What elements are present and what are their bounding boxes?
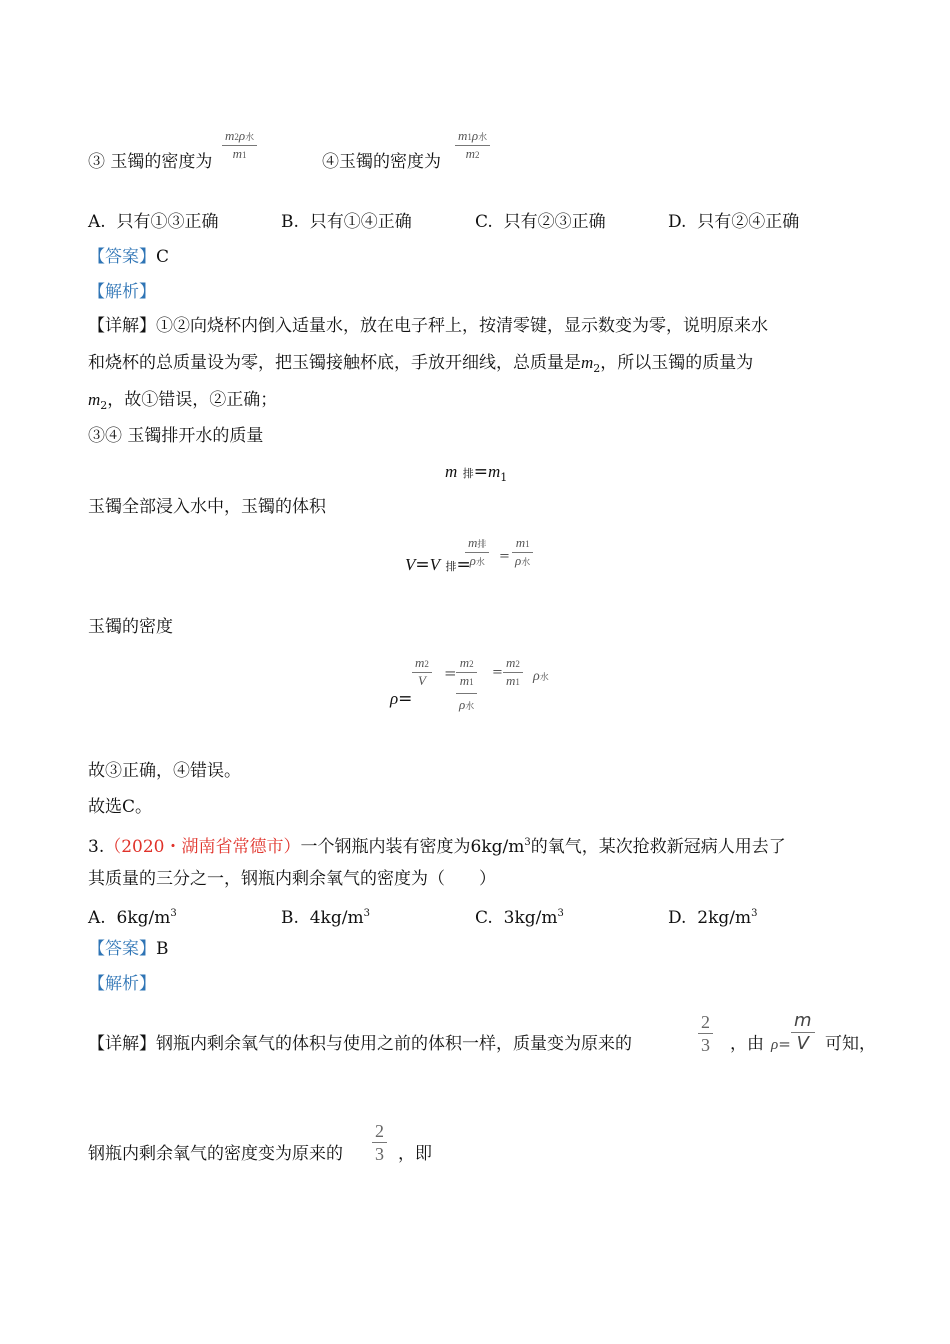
q3-stem-line-1: 3.（2020・湖南省常德市）一个钢瓶内装有密度为$6kg/m^3$的氧气，某次抢救新冠病人用去了 [88, 837, 786, 857]
q3-detail-you: ，由 [730, 1034, 764, 1054]
q2-option-d: D. 只有②④正确 [668, 212, 800, 232]
q2-detail-line-3: $m_2$，故①错误，②正确； [88, 390, 278, 412]
q3-detail-line-2: 钢瓶内剩余氧气的密度变为原来的 [88, 1144, 343, 1164]
q3-option-c: C. $3kg/m^3$ [475, 908, 564, 928]
statement-3: ③ 玉镯的密度为 [88, 152, 213, 172]
rho-symbol: ρ= [771, 1035, 791, 1053]
q2-option-b: B. 只有①④正确 [281, 212, 412, 232]
q2-detail-line-1: 【详解】①②向烧杯内倒入适量水，放在电子秤上，按清零键，显示数变为零，说明原来水 [88, 316, 768, 336]
rho-water: ρ水 [533, 669, 549, 684]
q2-detail-line-5: 玉镯全部浸入水中，玉镯的体积 [88, 497, 326, 517]
fraction-m1-over-rho: m1 ρ水 [512, 535, 533, 570]
q3-answer: 【答案】B [88, 939, 169, 959]
equation-density-lhs: ρ= [390, 689, 413, 709]
q3-detail-ji: ，即 [398, 1144, 432, 1164]
q3-stem-line-2: 其质量的三分之一，钢瓶内剩余氧气的密度为（ ） [88, 869, 496, 889]
q2-detail-line-4: ③④ 玉镯排开水的质量 [88, 426, 264, 446]
q2-detail-line-6: 玉镯的密度 [88, 617, 173, 637]
fraction-m2-over-v: m2 V [412, 655, 432, 689]
fraction-mpai-over-rho: m排 ρ水 [465, 535, 489, 570]
fraction-m2rho-over-m1: m2ρ水 m1 [222, 128, 257, 163]
equals-sign-2: = [444, 664, 457, 682]
q3-option-a: A. $6kg/m^3$ [88, 908, 177, 928]
equation-m-pai: m 排$=m_1$ [445, 462, 508, 484]
fraction-m1rho-over-m2: m1ρ水 m2 [455, 128, 490, 163]
q2-detail-line-8: 故选C。 [88, 797, 153, 817]
q2-analysis-label: 【解析】 [88, 282, 156, 302]
q2-option-c: C. 只有②③正确 [475, 212, 606, 232]
statement-4: ④玉镯的密度为 [322, 152, 441, 172]
fraction-m-over-v: m V [791, 1010, 815, 1055]
q2-answer: 【答案】C [88, 247, 170, 267]
q3-option-d: D. $2kg/m^3$ [668, 908, 758, 928]
equation-volume-lhs: V=V 排= [405, 555, 471, 575]
fraction-two-thirds-2: 2 3 [372, 1120, 387, 1165]
fraction-m2-over-m1: m2 m1 [503, 655, 523, 690]
q3-detail-line-1: 【详解】钢瓶内剩余氧气的体积与使用之前的体积一样，质量变为原来的 [88, 1034, 632, 1054]
fraction-m2-over-m1-over-rho: m2 m1 ρ水 [456, 655, 477, 714]
fraction-two-thirds: 2 3 [698, 1011, 713, 1056]
equals-sign: = [499, 549, 510, 564]
q2-detail-line-2: 和烧杯的总质量设为零，把玉镯接触杯底，手放开细线，总质量是$m_2$，所以玉镯的质量为 [88, 353, 754, 375]
q3-analysis-label: 【解析】 [88, 974, 156, 994]
q2-detail-line-7: 故③正确，④错误。 [88, 761, 241, 781]
q2-option-a: A. 只有①③正确 [88, 212, 219, 232]
q3-option-b: B. $4kg/m^3$ [281, 908, 370, 928]
equals-sign-3: = [492, 665, 503, 680]
q3-detail-kezhi: 可知， [825, 1034, 876, 1054]
